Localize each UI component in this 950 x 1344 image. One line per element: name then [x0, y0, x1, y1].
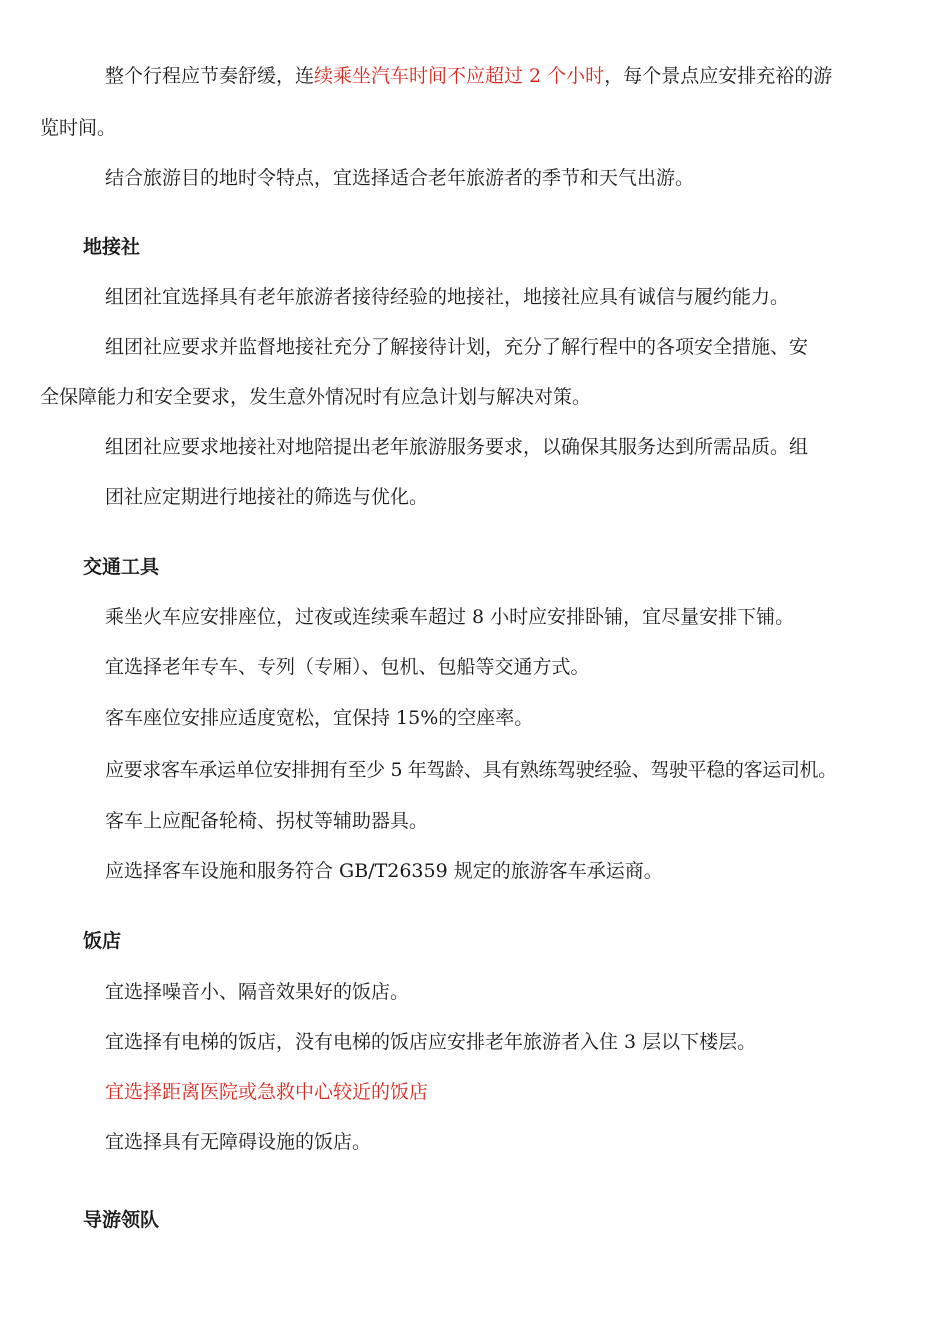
local-agency-paragraph-1: 组团社宜选择具有老年旅游者接待经验的地接社，地接社应具有诚信与履约能力。	[105, 286, 790, 308]
transport-paragraph-1: 乘坐火车应安排座位，过夜或连续乘车超过 8 小时应安排卧铺，宜尽量安排下铺。	[105, 606, 795, 628]
intro-p1-text: 整个行程应节奏舒缓，连	[105, 65, 315, 87]
hotel-paragraph-3-highlight: 宜选择距离医院或急救中心较近的饭店	[105, 1081, 429, 1103]
hotel-paragraph-2: 宜选择有电梯的饭店，没有电梯的饭店应安排老年旅游者入住 3 层以下楼层。	[105, 1031, 757, 1053]
transport-paragraph-6: 应选择客车设施和服务符合 GB/T26359 规定的旅游客车承运商。	[105, 860, 663, 882]
transport-paragraph-3: 客车座位安排应适度宽松，宜保持 15%的空座率。	[105, 707, 534, 729]
hotel-paragraph-4: 宜选择具有无障碍设施的饭店。	[105, 1131, 372, 1153]
section-heading-guide: 导游领队	[83, 1209, 160, 1231]
intro-p1-text-after: ，每个景点应安排充裕的游	[604, 65, 833, 87]
transport-paragraph-4: 应要求客车承运单位安排拥有至少 5 年驾龄、具有熟练驾驶经验、驾驶平稳的客运司机。	[105, 759, 837, 781]
section-heading-transport: 交通工具	[83, 556, 160, 578]
section-heading-hotel: 饭店	[83, 930, 122, 952]
transport-paragraph-5: 客车上应配备轮椅、拐杖等辅助器具。	[105, 810, 429, 832]
intro-paragraph-2: 结合旅游目的地时令特点，宜选择适合老年旅游者的季节和天气出游。	[105, 167, 695, 189]
transport-paragraph-2: 宜选择老年专车、专列（专厢）、包机、包船等交通方式。	[105, 656, 590, 678]
local-agency-paragraph-2: 组团社应要求并监督地接社充分了解接待计划，充分了解行程中的各项安全措施、安	[105, 336, 809, 358]
section-heading-local-agency: 地接社	[83, 236, 141, 258]
local-agency-paragraph-3-continued: 团社应定期进行地接社的筛选与优化。	[105, 486, 429, 508]
intro-paragraph-1	[105, 63, 832, 89]
hotel-paragraph-1: 宜选择噪音小、隔音效果好的饭店。	[105, 981, 410, 1003]
intro-paragraph-1-continued: 览时间。	[40, 117, 117, 139]
intro-p1-highlight: 续乘坐汽车时间不应超过 2 个小时	[314, 65, 605, 87]
local-agency-paragraph-2-continued: 全保障能力和安全要求，发生意外情况时有应急计划与解决对策。	[40, 386, 592, 408]
local-agency-paragraph-3: 组团社应要求地接社对地陪提出老年旅游服务要求，以确保其服务达到所需品质。组	[105, 436, 809, 458]
